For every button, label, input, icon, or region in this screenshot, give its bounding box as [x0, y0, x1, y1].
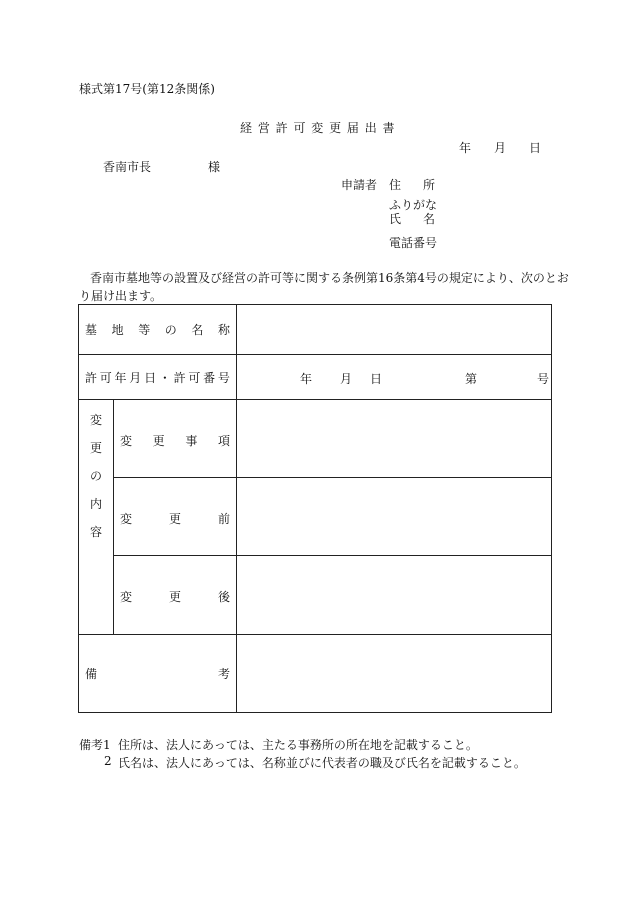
change-content-label	[79, 400, 114, 635]
permit-month-label: 月	[340, 372, 353, 386]
label-char: 許	[85, 370, 98, 385]
change-before-field[interactable]	[237, 478, 552, 556]
body-line-1: 香南市墓地等の設置及び経営の許可等に関する条例第16条第4号の規定により、次のとお	[90, 271, 569, 285]
name-label-char: 氏	[389, 212, 402, 226]
phone-label: 電話番号	[389, 236, 438, 250]
label-char: の	[89, 469, 102, 483]
label-char: 容	[89, 525, 102, 539]
change-after-label	[114, 556, 237, 635]
change-item-label	[114, 400, 237, 478]
label-char: 号	[217, 370, 230, 385]
permit-row	[79, 355, 552, 400]
label-char: 名	[191, 323, 204, 337]
note-1-text: 住所は、法人にあっては、主たる事務所の所在地を記載すること。	[118, 738, 478, 752]
label-char: 更	[152, 434, 165, 448]
label-char: の	[164, 323, 177, 337]
label-char: 称	[217, 323, 230, 337]
cemetery-name-label	[79, 305, 237, 355]
form-title: 経 営 許 可 変 更 届 出 書	[240, 121, 396, 135]
label-char: 等	[138, 323, 151, 337]
label-char: 可	[99, 370, 112, 385]
label-char: 更	[89, 441, 102, 455]
label-char: 変	[120, 590, 133, 604]
permit-no-prefix: 第	[465, 372, 478, 386]
remarks-label	[79, 635, 237, 713]
label-char: 事	[185, 434, 198, 448]
address-label	[389, 176, 435, 193]
date-month-label: 月	[493, 141, 506, 155]
label-char: 許	[173, 370, 186, 385]
label-char: 前	[217, 512, 230, 526]
addressee: 香南市長	[103, 160, 152, 174]
label-char: 墓	[85, 323, 98, 337]
name-label-char: 名	[422, 212, 435, 226]
honorific: 様	[208, 160, 221, 174]
permit-field[interactable]	[237, 355, 552, 400]
label-char: 備	[85, 667, 98, 681]
permit-label	[79, 355, 237, 400]
label-char: 更	[168, 512, 181, 526]
address-label-char: 所	[422, 178, 435, 192]
change-form-table	[78, 304, 552, 713]
permit-day-label: 日	[370, 372, 383, 386]
label-char: 更	[168, 590, 181, 604]
change-item-field[interactable]	[237, 400, 552, 478]
label-char: 変	[120, 434, 133, 448]
cemetery-name-field[interactable]	[237, 305, 552, 355]
remarks-field[interactable]	[237, 635, 552, 713]
label-char: 月	[129, 370, 142, 385]
label-char: 後	[217, 590, 230, 604]
date-year-label: 年	[459, 141, 472, 155]
label-char: 地	[111, 323, 124, 337]
address-label-char: 住	[389, 178, 402, 192]
label-char: ・	[158, 370, 171, 385]
label-char: 考	[217, 667, 230, 681]
permit-no-suffix: 号	[537, 372, 550, 386]
change-after-row	[79, 556, 552, 635]
date-line	[459, 139, 541, 156]
change-item-row	[79, 400, 552, 478]
cemetery-name-row	[79, 305, 552, 355]
permit-year-label: 年	[300, 372, 313, 386]
applicant-label: 申請者	[341, 178, 378, 192]
note-2-text: 氏名は、法人にあっては、名称並びに代表者の職及び氏名を記載すること。	[118, 756, 526, 770]
label-char: 日	[144, 370, 157, 385]
date-day-label: 日	[528, 141, 541, 155]
change-after-field[interactable]	[237, 556, 552, 635]
change-before-row	[79, 478, 552, 556]
remarks-row	[79, 635, 552, 713]
furigana-label: ふりがな	[389, 198, 438, 212]
label-char: 年	[114, 370, 127, 385]
body-line-2: り届け出ます。	[79, 289, 163, 303]
label-char: 変	[89, 413, 102, 427]
label-char: 変	[120, 512, 133, 526]
note-2-prefix: 2	[104, 754, 112, 768]
change-before-label	[114, 478, 237, 556]
name-label	[389, 210, 435, 227]
label-char: 番	[203, 370, 216, 385]
label-char: 可	[188, 370, 201, 385]
note-1-prefix: 備考1	[79, 738, 111, 752]
label-char: 項	[217, 434, 230, 448]
label-char: 内	[89, 497, 102, 511]
form-number: 様式第17号(第12条関係)	[79, 82, 215, 96]
